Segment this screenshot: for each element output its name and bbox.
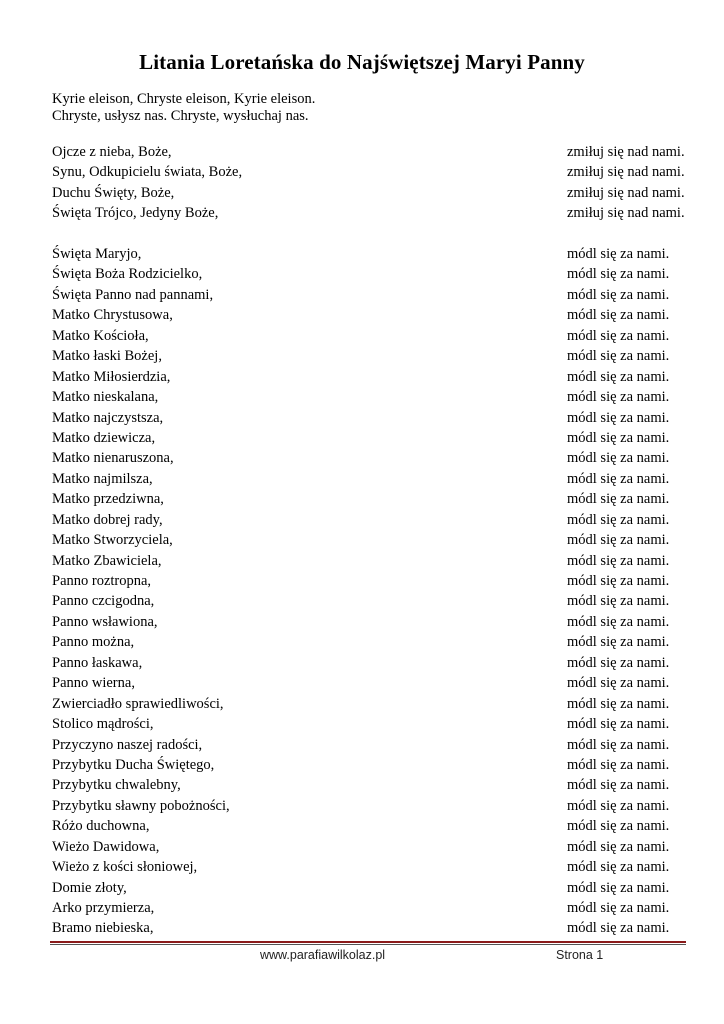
- response-text: módl się za nami.: [567, 491, 670, 508]
- response-text: módl się za nami.: [567, 736, 670, 753]
- response-text: módl się za nami.: [567, 838, 670, 855]
- invocation-text: Bramo niebieska,: [52, 920, 154, 937]
- litany-row: [52, 612, 692, 632]
- litany-row: [52, 735, 692, 755]
- invocation-text: Matko przedziwna,: [52, 491, 164, 508]
- litany-row: [52, 878, 692, 898]
- response-text: módl się za nami.: [567, 348, 670, 365]
- invocation-text: Matko najmilsza,: [52, 470, 153, 487]
- response-text: módl się za nami.: [567, 797, 670, 814]
- invocation-text: Święta Trójco, Jedyny Boże,: [52, 205, 219, 222]
- litany-row: [52, 694, 692, 714]
- litany-row: [52, 530, 692, 550]
- litany-row: [52, 142, 692, 162]
- mary-invocations-section: [52, 244, 692, 939]
- footer-website: www.parafiawilkolaz.pl: [260, 948, 386, 962]
- litany-row: [52, 796, 692, 816]
- litany-row: [52, 632, 692, 652]
- response-text: módl się za nami.: [567, 818, 670, 835]
- intro-line: Chryste, usłysz nas. Chryste, wysłuchaj nas.: [52, 108, 309, 124]
- invocation-text: Przybytku chwalebny,: [52, 777, 181, 794]
- invocation-text: Panno można,: [52, 634, 135, 651]
- litany-row: [52, 551, 692, 571]
- response-text: módl się za nami.: [567, 634, 670, 651]
- invocation-text: Panno wierna,: [52, 675, 135, 692]
- invocation-text: Ojcze z nieba, Boże,: [52, 144, 172, 160]
- response-text: módl się za nami.: [567, 246, 670, 262]
- litany-row: [52, 346, 692, 366]
- response-text: módl się za nami.: [567, 409, 670, 426]
- invocation-text: Panno czcigodna,: [52, 593, 155, 610]
- litany-row: [52, 264, 692, 284]
- invocation-text: Matko łaski Bożej,: [52, 348, 162, 365]
- litany-row: [52, 183, 692, 203]
- litany-row: [52, 653, 692, 673]
- response-text: módl się za nami.: [567, 920, 670, 937]
- response-text: módl się za nami.: [567, 450, 670, 467]
- response-text: módl się za nami.: [567, 266, 670, 283]
- response-text: módl się za nami.: [567, 593, 670, 610]
- litany-row: [52, 489, 692, 509]
- response-text: módl się za nami.: [567, 368, 670, 385]
- response-text: módl się za nami.: [567, 756, 670, 773]
- response-text: zmiłuj się nad nami.: [567, 144, 685, 160]
- invocation-text: Wieżo z kości słoniowej,: [52, 859, 198, 876]
- litany-row: [52, 857, 692, 877]
- invocation-text: Zwierciadło sprawiedliwości,: [52, 695, 224, 712]
- response-text: módl się za nami.: [567, 327, 670, 344]
- invocation-text: Panno wsławiona,: [52, 613, 158, 630]
- invocation-text: Matko dziewicza,: [52, 429, 156, 446]
- invocation-text: Domie złoty,: [52, 879, 127, 896]
- litany-row: [52, 591, 692, 611]
- litany-row: [52, 408, 692, 428]
- invocation-text: Duchu Święty, Boże,: [52, 184, 175, 201]
- response-text: módl się za nami.: [567, 675, 670, 692]
- response-text: zmiłuj się nad nami.: [567, 205, 685, 222]
- response-text: módl się za nami.: [567, 470, 670, 487]
- litany-row: [52, 816, 692, 836]
- response-text: módl się za nami.: [567, 879, 670, 896]
- invocation-text: Synu, Odkupicielu świata, Boże,: [52, 164, 243, 181]
- litany-row: [52, 837, 692, 857]
- response-text: módl się za nami.: [567, 654, 670, 671]
- invocation-text: Panno roztropna,: [52, 573, 152, 589]
- response-text: módl się za nami.: [567, 429, 670, 446]
- god-invocations-section: [52, 142, 692, 224]
- litany-row: [52, 918, 692, 938]
- response-text: módl się za nami.: [567, 900, 670, 916]
- response-text: módl się za nami.: [567, 552, 670, 569]
- invocation-text: Matko Kościoła,: [52, 327, 149, 344]
- invocation-text: Przyczyno naszej radości,: [52, 736, 203, 753]
- invocation-text: Panno łaskawa,: [52, 654, 143, 671]
- response-text: zmiłuj się nad nami.: [567, 164, 685, 181]
- response-text: zmiłuj się nad nami.: [567, 184, 685, 201]
- response-text: módl się za nami.: [567, 613, 670, 630]
- response-text: módl się za nami.: [567, 286, 670, 303]
- invocation-text: Matko Miłosierdzia,: [52, 368, 171, 385]
- litany-row: [52, 428, 692, 448]
- litany-row: [52, 898, 692, 918]
- response-text: módl się za nami.: [567, 532, 670, 549]
- response-text: módl się za nami.: [567, 695, 670, 712]
- litany-row: [52, 367, 692, 387]
- litany-row: [52, 285, 692, 305]
- footer-rule-dark: [50, 944, 686, 945]
- response-text: módl się za nami.: [567, 716, 670, 733]
- litany-row: [52, 510, 692, 530]
- invocation-text: Święta Boża Rodzicielko,: [52, 266, 203, 283]
- footer-rule-red: [50, 941, 686, 943]
- litany-row: [52, 387, 692, 407]
- response-text: módl się za nami.: [567, 573, 670, 589]
- invocation-text: Wieżo Dawidowa,: [52, 838, 160, 855]
- invocation-text: Matko dobrej rady,: [52, 511, 163, 528]
- response-text: módl się za nami.: [567, 511, 670, 528]
- invocation-text: Matko najczystsza,: [52, 409, 164, 426]
- invocation-text: Różo duchowna,: [52, 818, 150, 835]
- invocation-text: Arko przymierza,: [52, 900, 155, 916]
- litany-row: [52, 673, 692, 693]
- response-text: módl się za nami.: [567, 389, 670, 406]
- litany-row: [52, 571, 692, 591]
- invocation-text: Matko nieskalana,: [52, 389, 159, 406]
- intro-line: Kyrie eleison, Chryste eleison, Kyrie eleison.: [52, 91, 316, 107]
- invocation-text: Matko Stworzyciela,: [52, 532, 173, 549]
- litany-row: [52, 755, 692, 775]
- invocation-text: Przybytku sławny pobożności,: [52, 797, 230, 814]
- invocation-text: Przybytku Ducha Świętego,: [52, 756, 215, 773]
- litany-row: [52, 244, 692, 264]
- invocation-text: Święta Panno nad pannami,: [52, 286, 214, 303]
- litany-row: [52, 326, 692, 346]
- invocation-text: Stolico mądrości,: [52, 716, 154, 733]
- litany-row: [52, 448, 692, 468]
- footer-page-number: Strona 1: [556, 948, 604, 962]
- intro-block: [52, 91, 315, 125]
- litany-row: [52, 775, 692, 795]
- invocation-text: Matko Chrystusowa,: [52, 307, 173, 324]
- invocation-text: Matko nienaruszona,: [52, 450, 174, 467]
- response-text: módl się za nami.: [567, 307, 670, 324]
- response-text: módl się za nami.: [567, 777, 670, 794]
- litany-row: [52, 714, 692, 734]
- document-title: Litania Loretańska do Najświętszej Maryi Panny: [139, 50, 585, 74]
- invocation-text: Matko Zbawiciela,: [52, 552, 162, 569]
- litany-row: [52, 162, 692, 182]
- response-text: módl się za nami.: [567, 859, 670, 876]
- invocation-text: Święta Maryjo,: [52, 246, 142, 262]
- litany-row: [52, 203, 692, 223]
- litany-row: [52, 469, 692, 489]
- litany-row: [52, 305, 692, 325]
